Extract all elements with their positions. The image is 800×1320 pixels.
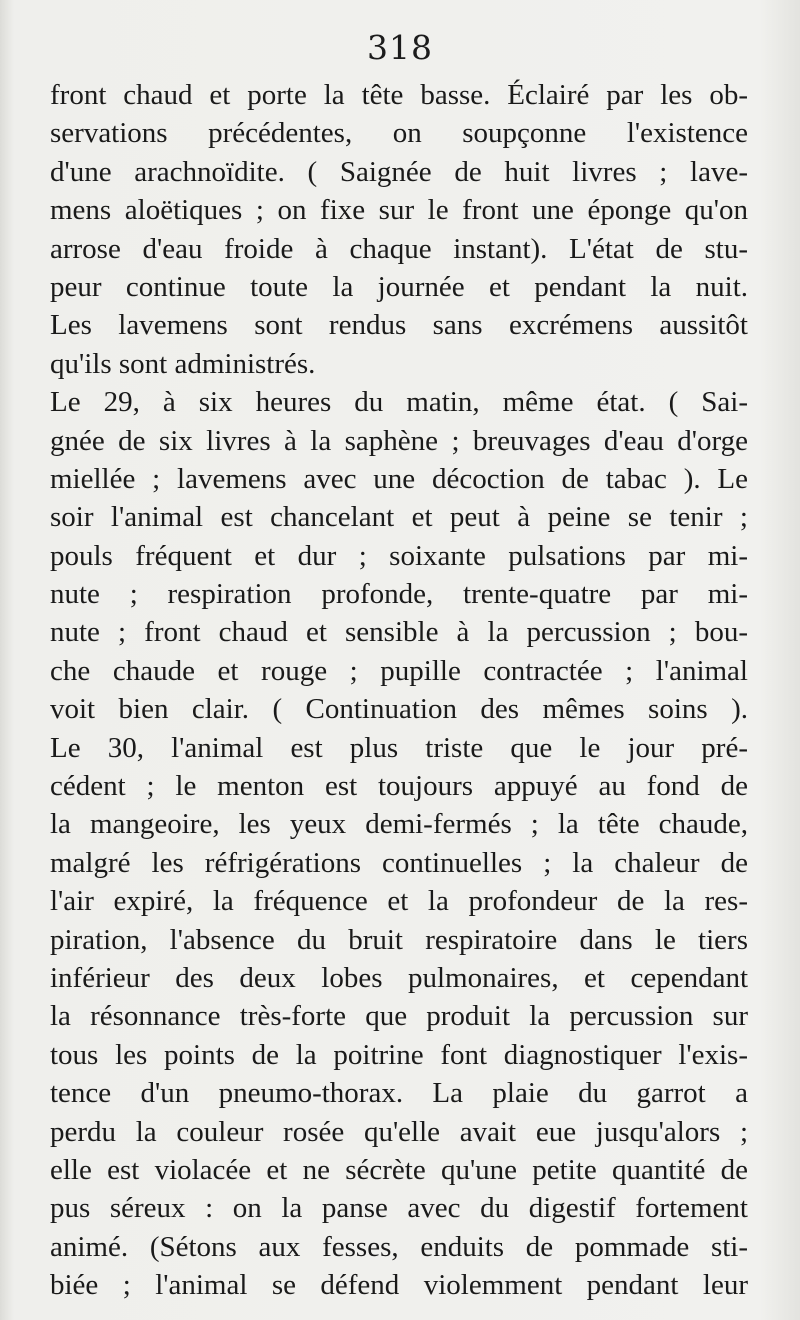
text-line: front chaud et porte la tête basse. Éclairé par les ob- (50, 79, 748, 111)
text-line: d'une arachnoïdite. ( Saignée de huit livres ; lave- (50, 155, 748, 188)
text-line: servations précédentes, on soupçonne l'existence (50, 117, 748, 150)
text-line: l'air expiré, la fréquence et la profondeur de la res- (50, 885, 748, 918)
text-line: biée ; l'animal se défend violemment pendant leur (50, 1269, 748, 1302)
text-line: tence d'un pneumo-thorax. La plaie du garrot a (50, 1077, 748, 1110)
text-line: tous les points de la poitrine font diagnostiquer l'exis- (50, 1038, 748, 1071)
text-line: piration, l'absence du bruit respiratoire dans le tiers (50, 923, 748, 956)
text-line: perdu la couleur rosée qu'elle avait eue jusqu'alors ; (50, 1115, 748, 1148)
text-line: qu'ils sont administrés. (50, 347, 316, 380)
text-line: miellée ; lavemens avec une décoction de tabac ). Le (50, 462, 748, 495)
text-line: che chaude et rouge ; pupille contractée ; l'animal (50, 654, 748, 687)
text-line: inférieur des deux lobes pulmonaires, et cependant (50, 961, 748, 994)
text-line: peur continue toute la journée et pendant la nuit. (50, 270, 748, 303)
text-line: mens aloëtiques ; on fixe sur le front une éponge qu'on (50, 194, 748, 227)
text-line: malgré les réfrigérations continuelles ; la chaleur de (50, 846, 748, 879)
text-line: la mangeoire, les yeux demi-fermés ; la tête chaude, (50, 808, 748, 841)
text-line: animé. (Sétons aux fesses, enduits de pommade sti- (50, 1230, 748, 1263)
text-line: arrose d'eau froide à chaque instant). L'état de stu- (50, 232, 748, 265)
text-line: cédent ; le menton est toujours appuyé au fond de (50, 770, 748, 803)
text-line: soir l'animal est chancelant et peut à peine se tenir ; (50, 501, 748, 534)
text-line: Les lavemens sont rendus sans excrémens aussitôt (50, 309, 748, 342)
text-line: Le 30, l'animal est plus triste que le jour pré- (50, 731, 748, 764)
text-line: pus séreux : on la panse avec du digestif fortement (50, 1192, 748, 1225)
text-line: voit bien clair. ( Continuation des mêmes soins ). (50, 693, 748, 726)
text-line: la résonnance très-forte que produit la percussion sur (50, 1000, 748, 1033)
text-line: Le 29, à six heures du matin, même état. ( Sai- (50, 386, 748, 419)
text-line: nute ; respiration profonde, trente-quatre par mi- (50, 578, 748, 611)
body-text (50, 76, 748, 1305)
text-line: gnée de six livres à la saphène ; breuvages d'eau d'orge (50, 424, 748, 457)
text-line: nute ; front chaud et sensible à la percussion ; bou- (50, 616, 748, 649)
text-line: pouls fréquent et dur ; soixante pulsations par mi- (50, 539, 748, 572)
page-number: 318 (367, 28, 433, 67)
text-line: elle est violacée et ne sécrète qu'une petite quantité de (50, 1153, 748, 1186)
